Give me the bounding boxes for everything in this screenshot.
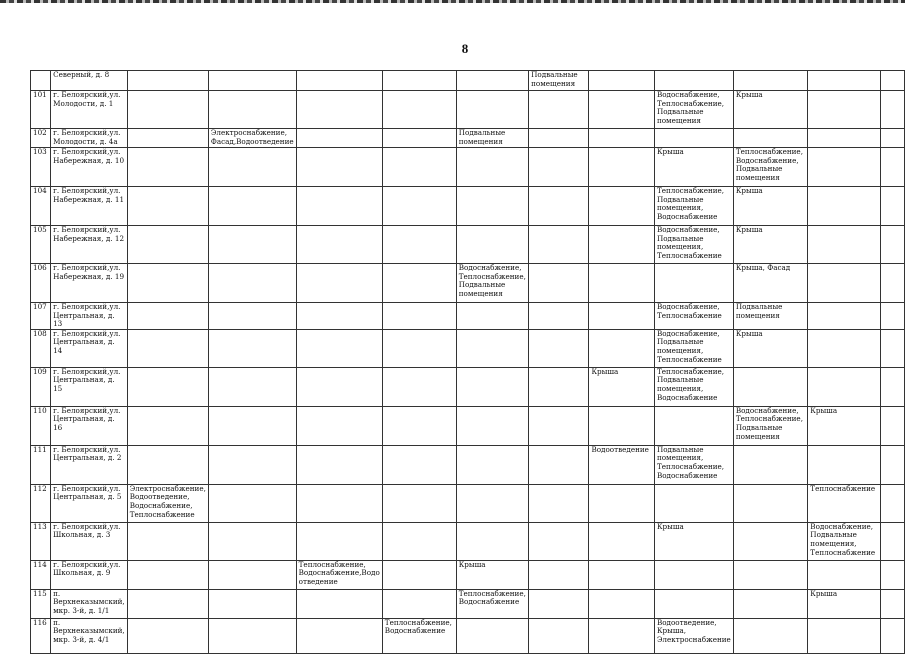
work-type-cell (733, 618, 807, 653)
work-type-cell (208, 226, 296, 264)
work-type-cell: Водоотведение, Крыша, Электроснабжение (654, 618, 733, 653)
empty-cell (880, 187, 904, 226)
work-type-cell (808, 560, 881, 589)
work-type-cell: Водоснабжение, Теплоснабжение, Подвальные помещения (654, 91, 733, 129)
work-type-cell (296, 406, 382, 445)
table-row (31, 129, 905, 148)
work-type-cell (808, 71, 881, 91)
work-type-cell (654, 560, 733, 589)
work-type-cell: Теплоснабжение, Водоснабжение (456, 589, 528, 618)
work-type-cell (733, 445, 807, 484)
empty-cell (880, 367, 904, 406)
empty-cell (880, 329, 904, 367)
work-type-cell (127, 445, 208, 484)
empty-cell (880, 589, 904, 618)
address-cell: г. Белоярский,ул. Школьная, д. 9 (51, 560, 128, 589)
work-type-cell (654, 129, 733, 148)
work-type-cell (589, 406, 655, 445)
work-type-cell (589, 264, 655, 303)
work-type-cell (733, 484, 807, 522)
table-row (31, 367, 905, 406)
address-cell: г. Белоярский,ул. Набережная, д. 10 (51, 148, 128, 187)
work-type-cell (208, 71, 296, 91)
address-cell: г. Белоярский,ул. Набережная, д. 19 (51, 264, 128, 303)
address-cell: г. Белоярский,ул. Школьная, д. 3 (51, 522, 128, 560)
work-type-cell (589, 589, 655, 618)
address-cell: г. Белоярский,ул. Центральная, д. 16 (51, 406, 128, 445)
work-type-cell (296, 484, 382, 522)
work-type-cell (808, 187, 881, 226)
work-type-cell (296, 445, 382, 484)
work-type-cell (127, 618, 208, 653)
row-number-cell: 107 (31, 303, 51, 330)
work-type-cell (529, 522, 589, 560)
work-type-cell: Электроснабжение, Фасад,Водоотведение (208, 129, 296, 148)
row-number-cell: 108 (31, 329, 51, 367)
table-row (31, 187, 905, 226)
empty-cell (880, 71, 904, 91)
work-type-cell (589, 129, 655, 148)
work-type-cell: Крыша (733, 187, 807, 226)
address-cell: г. Белоярский,ул. Молодости, д. 4а (51, 129, 128, 148)
work-type-cell (296, 329, 382, 367)
work-type-cell (456, 329, 528, 367)
work-type-cell (127, 303, 208, 330)
work-type-cell: Водоснабжение, Подвальные помещения, Теплоснабжение (654, 329, 733, 367)
work-type-cell (382, 329, 456, 367)
work-type-cell (127, 187, 208, 226)
work-type-cell (589, 303, 655, 330)
work-type-cell: Водоснабжение, Теплоснабжение, Подвальные помещения (456, 264, 528, 303)
empty-cell (880, 226, 904, 264)
work-type-cell (529, 484, 589, 522)
work-type-cell: Крыша (808, 589, 881, 618)
row-number-cell: 103 (31, 148, 51, 187)
work-type-cell (529, 589, 589, 618)
work-type-cell (296, 522, 382, 560)
work-type-cell (733, 367, 807, 406)
work-type-cell (127, 329, 208, 367)
work-type-cell (529, 329, 589, 367)
work-type-cell (382, 303, 456, 330)
work-type-cell (382, 367, 456, 406)
empty-cell (880, 560, 904, 589)
work-type-cell (733, 129, 807, 148)
work-type-cell (456, 522, 528, 560)
work-type-cell (733, 71, 807, 91)
work-type-cell (296, 367, 382, 406)
row-number-cell: 104 (31, 187, 51, 226)
row-number-cell: 101 (31, 91, 51, 129)
work-type-cell: Крыша (654, 148, 733, 187)
row-number-cell: 102 (31, 129, 51, 148)
work-type-cell (127, 71, 208, 91)
work-type-cell (127, 522, 208, 560)
work-type-cell (208, 367, 296, 406)
work-type-cell (589, 522, 655, 560)
work-type-cell (529, 445, 589, 484)
row-number-cell: 110 (31, 406, 51, 445)
work-type-cell: Крыша (733, 329, 807, 367)
address-cell: п. Верхнеказымский, мкр. 3-й, д. 4/1 (51, 618, 128, 653)
work-type-cell (382, 129, 456, 148)
address-cell: г. Белоярский,ул. Центральная, д. 13 (51, 303, 128, 330)
work-type-cell (456, 618, 528, 653)
work-type-cell (529, 406, 589, 445)
empty-cell (880, 445, 904, 484)
table-row (31, 264, 905, 303)
work-type-cell: Теплоснабжение, Подвальные помещения, Водоснабжение (654, 367, 733, 406)
work-type-cell (529, 367, 589, 406)
work-type-cell (529, 226, 589, 264)
work-type-cell (808, 148, 881, 187)
work-type-cell: Теплоснабжение, Подвальные помещения, Водоснабжение (654, 187, 733, 226)
work-type-cell (589, 71, 655, 91)
address-cell: г. Белоярский,ул. Молодости, д. 1 (51, 91, 128, 129)
empty-cell (880, 264, 904, 303)
work-type-cell: Электроснабжение, Водоотведение, Водоснабжение, Теплоснабжение (127, 484, 208, 522)
table-row (31, 91, 905, 129)
repair-schedule-table (30, 70, 905, 654)
work-type-cell (808, 129, 881, 148)
empty-cell (880, 618, 904, 653)
work-type-cell (208, 484, 296, 522)
work-type-cell (208, 445, 296, 484)
work-type-cell (456, 187, 528, 226)
row-number-cell: 111 (31, 445, 51, 484)
work-type-cell (654, 484, 733, 522)
work-type-cell (808, 264, 881, 303)
address-cell: г. Белоярский,ул. Центральная, д. 14 (51, 329, 128, 367)
work-type-cell (456, 303, 528, 330)
work-type-cell: Крыша (733, 226, 807, 264)
work-type-cell: Теплоснабжение, Водоснабжение,Водо отведение (296, 560, 382, 589)
address-cell: п. Верхнеказымский, мкр. 3-й, д. 1/1 (51, 589, 128, 618)
address-cell: г. Белоярский,ул. Набережная, д. 12 (51, 226, 128, 264)
work-type-cell (654, 406, 733, 445)
work-type-cell (127, 589, 208, 618)
table-row (31, 445, 905, 484)
work-type-cell (808, 367, 881, 406)
work-type-cell (456, 148, 528, 187)
address-cell: г. Белоярский,ул. Набережная, д. 11 (51, 187, 128, 226)
work-type-cell (456, 406, 528, 445)
work-type-cell (529, 91, 589, 129)
work-type-cell: Подвальные помещения (456, 129, 528, 148)
work-type-cell (456, 226, 528, 264)
work-type-cell (208, 91, 296, 129)
empty-cell (880, 91, 904, 129)
work-type-cell (296, 303, 382, 330)
table-row (31, 303, 905, 330)
work-type-cell: Подвальные помещения, Теплоснабжение, Водоснабжение (654, 445, 733, 484)
work-type-cell (296, 148, 382, 187)
address-cell: г. Белоярский,ул. Центральная, д. 15 (51, 367, 128, 406)
work-type-cell (382, 522, 456, 560)
work-type-cell (296, 129, 382, 148)
work-type-cell (456, 91, 528, 129)
work-type-cell (127, 226, 208, 264)
empty-cell (880, 303, 904, 330)
empty-cell (880, 148, 904, 187)
work-type-cell (382, 589, 456, 618)
work-type-cell: Водоснабжение, Подвальные помещения, Теплоснабжение (808, 522, 881, 560)
empty-cell (880, 522, 904, 560)
work-type-cell (208, 329, 296, 367)
work-type-cell (589, 91, 655, 129)
table-row (31, 226, 905, 264)
table-row (31, 522, 905, 560)
work-type-cell: Водоснабжение, Теплоснабжение, Подвальные помещения (733, 406, 807, 445)
work-type-cell (589, 329, 655, 367)
work-type-cell (127, 367, 208, 406)
work-type-cell (208, 406, 296, 445)
work-type-cell: Крыша (456, 560, 528, 589)
table-body (31, 71, 905, 654)
table-row (31, 148, 905, 187)
work-type-cell (456, 445, 528, 484)
row-number-cell: 115 (31, 589, 51, 618)
work-type-cell (127, 148, 208, 187)
work-type-cell: Водоотведение (589, 445, 655, 484)
work-type-cell (127, 560, 208, 589)
work-type-cell (296, 264, 382, 303)
empty-cell (880, 484, 904, 522)
work-type-cell (456, 71, 528, 91)
page-number: 8 (461, 41, 469, 56)
work-type-cell (654, 264, 733, 303)
work-type-cell (654, 71, 733, 91)
work-type-cell (808, 226, 881, 264)
empty-cell (880, 129, 904, 148)
work-type-cell (382, 148, 456, 187)
address-cell: г. Белоярский,ул. Центральная, д. 5 (51, 484, 128, 522)
work-type-cell (127, 406, 208, 445)
work-type-cell (589, 560, 655, 589)
work-type-cell: Теплоснабжение (808, 484, 881, 522)
work-type-cell: Крыша (733, 91, 807, 129)
work-type-cell (208, 187, 296, 226)
work-type-cell: Крыша (589, 367, 655, 406)
row-number-cell (31, 71, 51, 91)
work-type-cell (382, 264, 456, 303)
work-type-cell (208, 589, 296, 618)
work-type-cell (529, 560, 589, 589)
work-type-cell: Подвальные помещения (733, 303, 807, 330)
work-type-cell (589, 226, 655, 264)
scan-edge-line (0, 0, 905, 3)
work-type-cell (382, 91, 456, 129)
work-type-cell (296, 71, 382, 91)
work-type-cell (654, 589, 733, 618)
table-row (31, 589, 905, 618)
row-number-cell: 105 (31, 226, 51, 264)
work-type-cell (808, 618, 881, 653)
work-type-cell (456, 367, 528, 406)
work-type-cell (208, 560, 296, 589)
work-type-cell (529, 129, 589, 148)
work-type-cell (382, 187, 456, 226)
work-type-cell (808, 303, 881, 330)
work-type-cell (382, 71, 456, 91)
work-type-cell: Водоснабжение, Подвальные помещения, Теплоснабжение (654, 226, 733, 264)
work-type-cell (529, 187, 589, 226)
work-type-cell: Теплоснабжение, Водоснабжение, Подвальные помещения (733, 148, 807, 187)
work-type-cell (529, 303, 589, 330)
work-type-cell (529, 148, 589, 187)
work-type-cell: Крыша (808, 406, 881, 445)
table-row (31, 618, 905, 653)
work-type-cell (589, 148, 655, 187)
work-type-cell: Подвальные помещения (529, 71, 589, 91)
work-type-cell: Крыша (654, 522, 733, 560)
table-row (31, 560, 905, 589)
work-type-cell (208, 303, 296, 330)
work-type-cell: Теплоснабжение, Водоснабжение (382, 618, 456, 653)
table-row (31, 71, 905, 91)
work-type-cell (589, 618, 655, 653)
table-row (31, 329, 905, 367)
address-cell: Северный, д. 8 (51, 71, 128, 91)
row-number-cell: 114 (31, 560, 51, 589)
address-cell: г. Белоярский,ул. Центральная, д. 2 (51, 445, 128, 484)
work-type-cell (208, 522, 296, 560)
work-type-cell (296, 589, 382, 618)
work-type-cell (382, 560, 456, 589)
table-row (31, 484, 905, 522)
work-type-cell (808, 91, 881, 129)
work-type-cell (456, 484, 528, 522)
work-type-cell: Крыша, Фасад (733, 264, 807, 303)
work-type-cell (733, 560, 807, 589)
work-type-cell (382, 484, 456, 522)
work-type-cell (208, 618, 296, 653)
work-type-cell (208, 148, 296, 187)
work-type-cell (733, 589, 807, 618)
row-number-cell: 106 (31, 264, 51, 303)
work-type-cell (208, 264, 296, 303)
work-type-cell (529, 618, 589, 653)
work-type-cell: Водоснабжение, Теплоснабжение (654, 303, 733, 330)
empty-cell (880, 406, 904, 445)
row-number-cell: 109 (31, 367, 51, 406)
work-type-cell (589, 484, 655, 522)
work-type-cell (529, 264, 589, 303)
work-type-cell (296, 91, 382, 129)
work-type-cell (127, 129, 208, 148)
work-type-cell (382, 406, 456, 445)
work-type-cell (808, 329, 881, 367)
row-number-cell: 112 (31, 484, 51, 522)
work-type-cell (733, 522, 807, 560)
work-type-cell (382, 445, 456, 484)
work-type-cell (127, 91, 208, 129)
work-type-cell (296, 226, 382, 264)
work-type-cell (296, 187, 382, 226)
table-row (31, 406, 905, 445)
work-type-cell (589, 187, 655, 226)
work-type-cell (382, 226, 456, 264)
work-type-cell (296, 618, 382, 653)
work-type-cell (808, 445, 881, 484)
row-number-cell: 113 (31, 522, 51, 560)
row-number-cell: 116 (31, 618, 51, 653)
work-type-cell (127, 264, 208, 303)
